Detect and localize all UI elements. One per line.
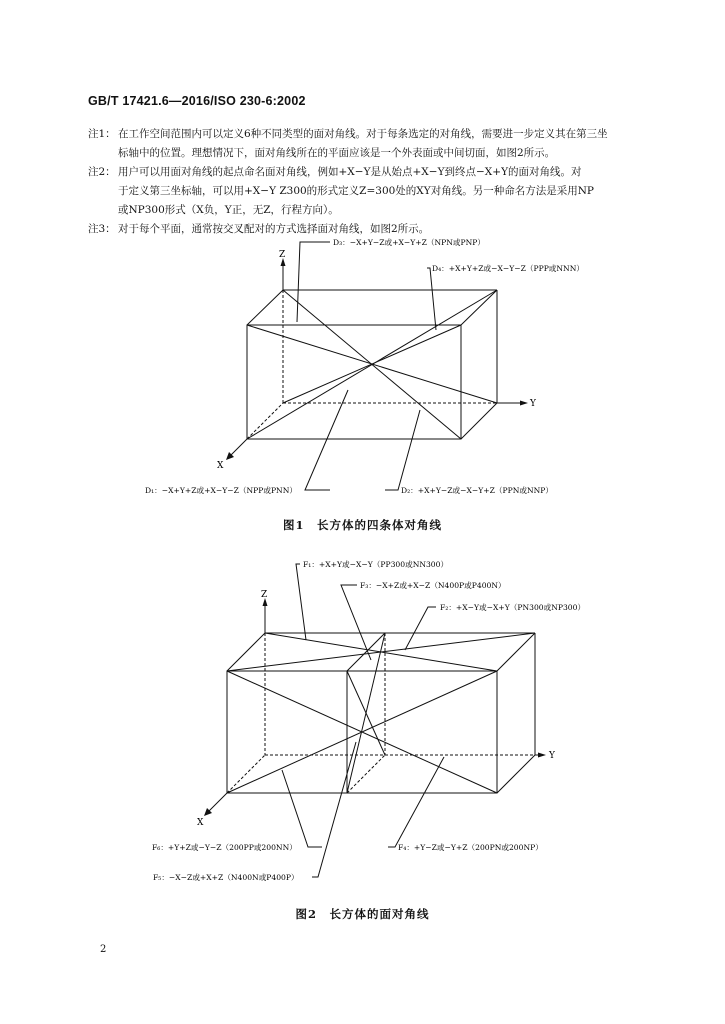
leader-f2 (405, 607, 436, 650)
leader-f5 (312, 742, 356, 877)
label-d4: D₄：+X+Y+Z或−X−Y−Z（PPP或NNN） (432, 264, 584, 273)
note-line: 在工作空间范围内可以定义6种不同类型的面对角线。对于每条选定的对角线，需要进一步定义其在第三坐 (118, 128, 608, 140)
leader-f6 (282, 770, 322, 847)
box-edge-tr (497, 633, 535, 671)
label-f2: F₂：+X−Y或−X+Y（PN300或NP300） (440, 603, 586, 612)
box-edge-br (497, 755, 535, 793)
page-number: 2 (100, 944, 107, 955)
label-d3: D₃：−X+Y−Z或+X−Y+Z（NPN或PNP） (333, 238, 485, 247)
label-f3: F₃：−X+Z或+X−Z（N400P或P400N） (360, 581, 506, 590)
note-line: 或NP300形式（X负，Y正，无Z，行程方向）。 (118, 204, 339, 216)
leader-f4 (388, 757, 444, 847)
note-line: 于定义第三坐标轴，可以用+X−Y Z300的形式定义Z=300处的XY对角线。另一种命名方法是采用NP (118, 185, 594, 197)
figure-1-caption: 图1 长方体的四条体对角线 (282, 518, 442, 532)
mid-section-diagonal (347, 633, 385, 793)
label-f5: F₅：−X−Z或+X+Z（N400N或P400P） (153, 873, 299, 882)
label-f1: F₁：+X+Y或−X−Y（PP300或NN300） (303, 560, 449, 569)
leader-f3 (341, 585, 371, 660)
note-line: 标轴中的位置。理想情况下，面对角线所在的平面应该是一个外表面或中间切面，如图2所示。 (118, 147, 556, 159)
note-label: 注1： (88, 128, 116, 140)
axis-label-x: X (197, 818, 204, 828)
note-line: 对于每个平面，通常按交叉配对的方式选择面对角线，如图2所示。 (118, 223, 430, 235)
note-line: 用户可以用面对角线的起点命名面对角线，例如+X−Y是从始点+X−Y到终点−X+Y的面对角线。对 (118, 166, 582, 178)
label-f6: F₆：+Y+Z或−Y−Z（200PP或200NN） (152, 843, 297, 852)
note-label: 注2： (88, 166, 116, 178)
label-d1: D₁：−X+Y+Z或+X−Y−Z（NPP或PNN） (145, 486, 297, 495)
axis-label-y: Y (549, 751, 555, 761)
figure-2-caption: 图2 长方体的面对角线 (295, 907, 430, 921)
leader-f1 (296, 564, 306, 640)
page-header: GB/T 17421.6—2016/ISO 230-6:2002 (88, 94, 306, 108)
axis-label-y: Y (530, 399, 536, 409)
label-d2: D₂：+X+Y−Z或−X−Y+Z（PPN或NNP） (401, 486, 553, 495)
axis-label-x: X (217, 461, 224, 471)
y-arrow-icon (538, 753, 546, 758)
axis-label-z: Z (261, 590, 268, 600)
axis-label-z: Z (279, 250, 286, 260)
box-edge-tl (227, 633, 265, 671)
label-f4: F₄：+Y−Z或−Y+Z（200PN或200NP） (398, 843, 543, 852)
note-label: 注3： (88, 223, 116, 235)
mid-section-edge (347, 755, 385, 793)
x-axis (208, 793, 227, 812)
box-edge-bl (227, 755, 265, 793)
